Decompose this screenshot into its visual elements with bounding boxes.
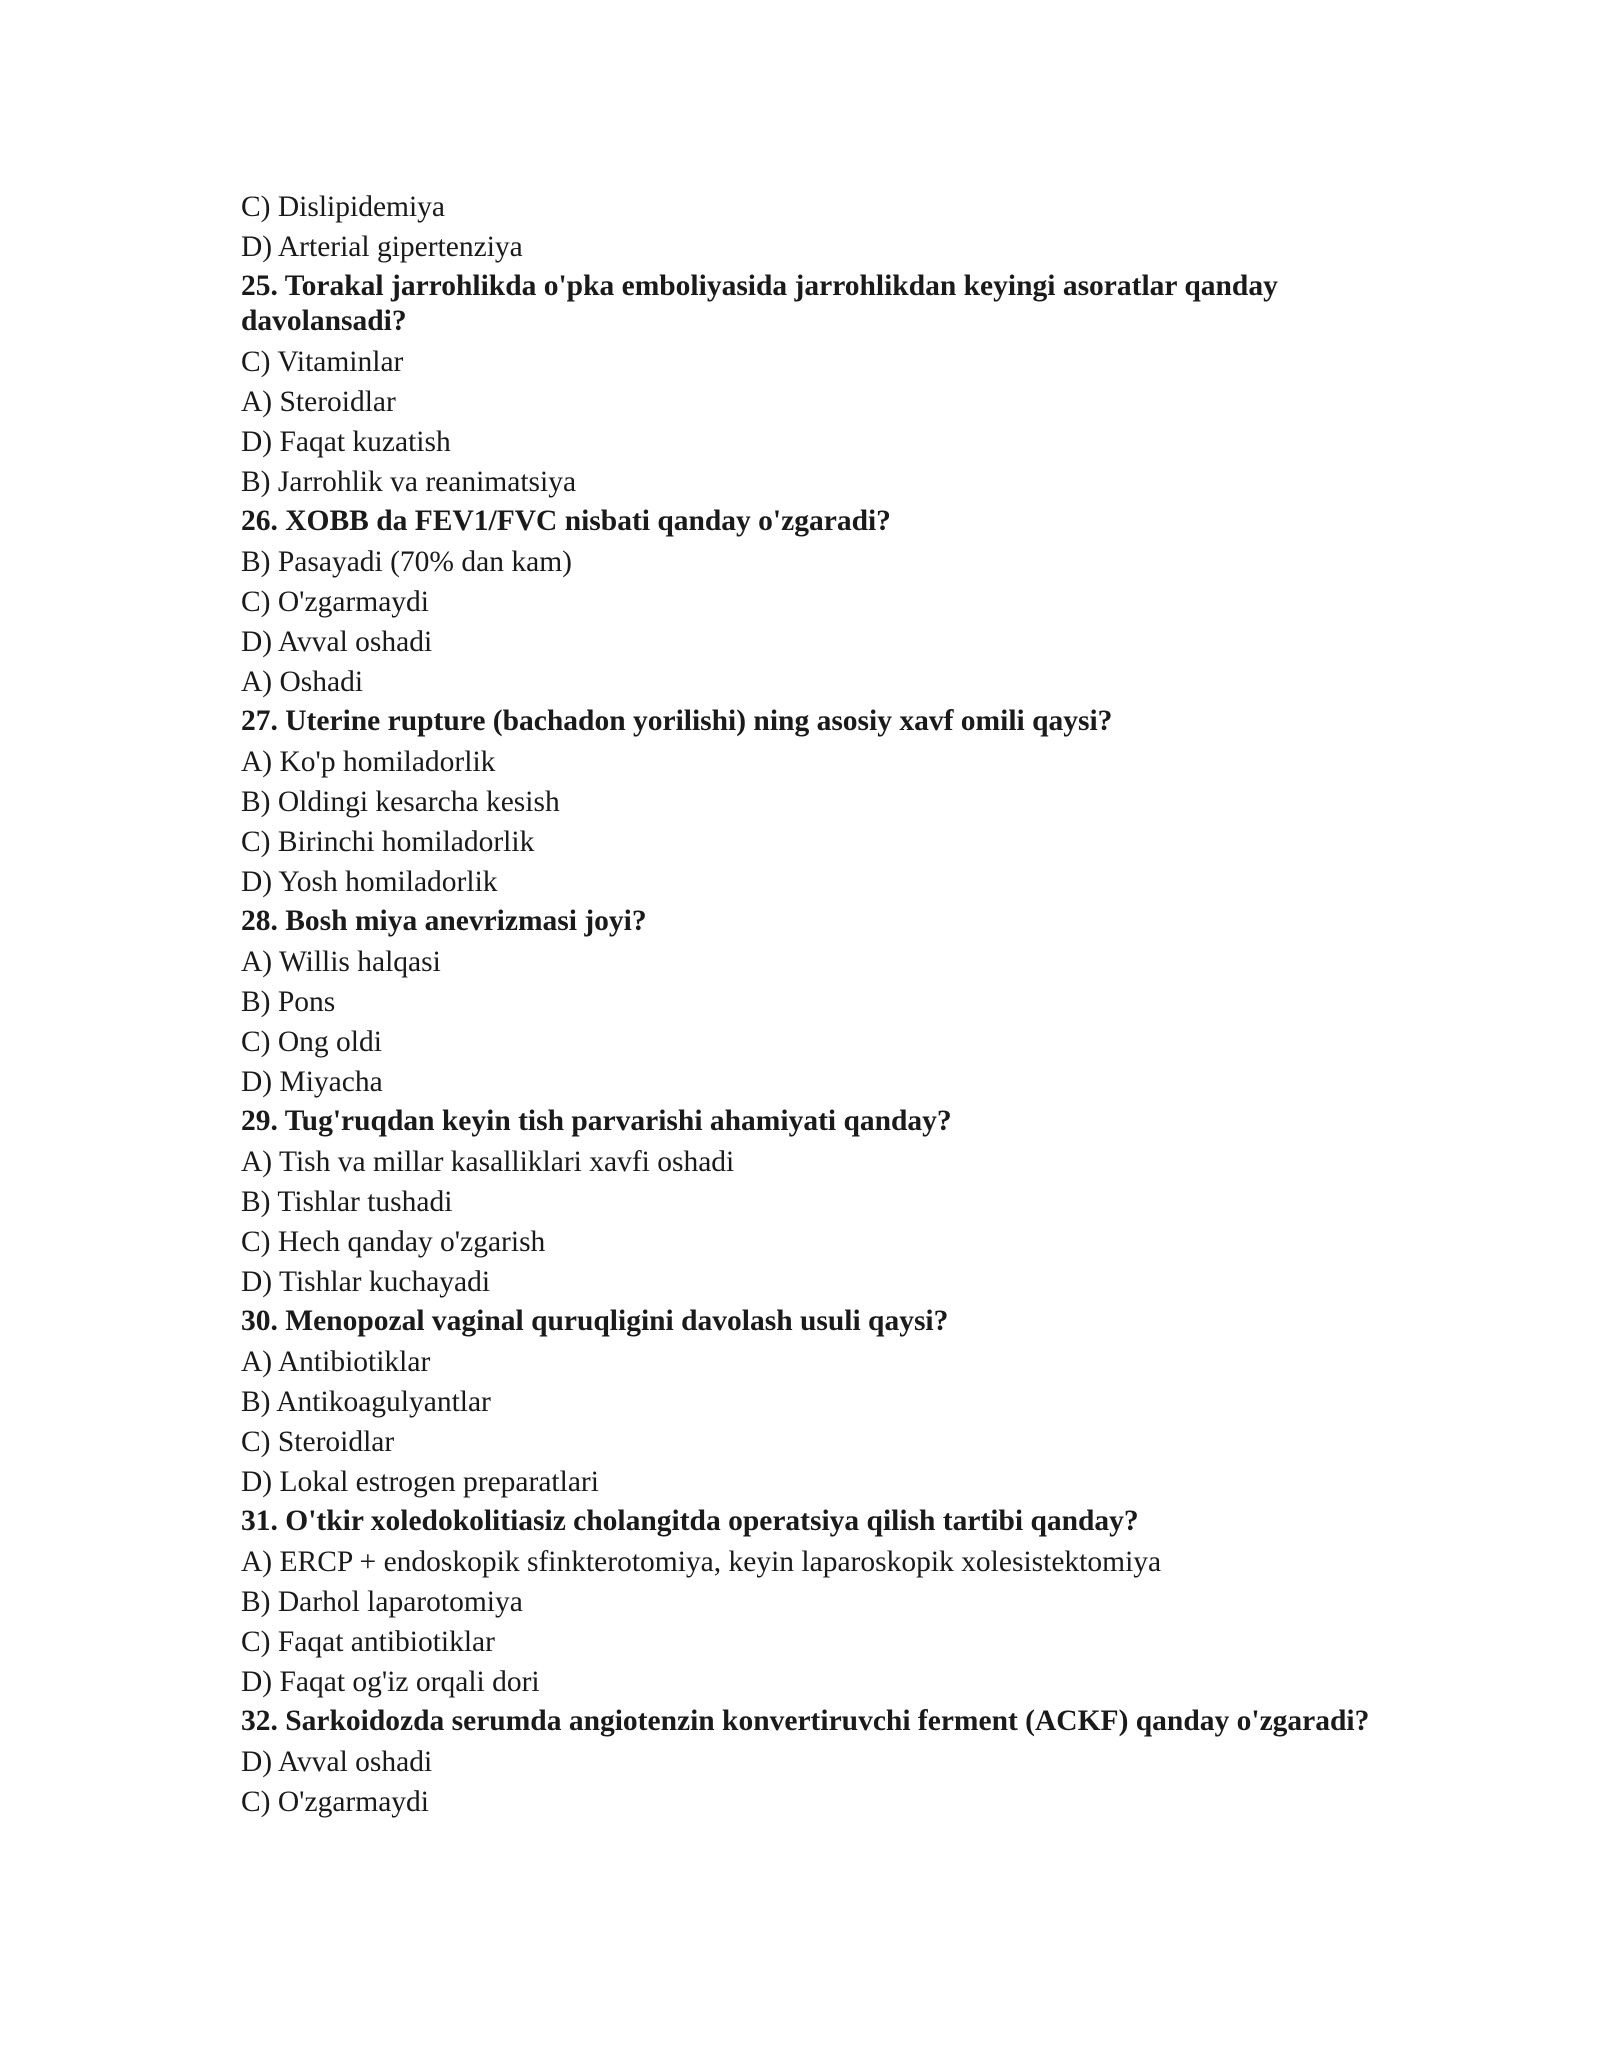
answer-option: A) Antibiotiklar xyxy=(241,1346,431,1378)
answer-option: C) Faqat antibiotiklar xyxy=(241,1626,495,1658)
question-text: 30. Menopozal vaginal quruqligini davolash usuli qaysi? xyxy=(241,1305,949,1337)
answer-option: A) ERCP + endoskopik sfinkterotomiya, keyin laparoskopik xolesistektomiya xyxy=(241,1546,1162,1578)
question-text: 26. XOBB da FEV1/FVC nisbati qanday o'zgaradi? xyxy=(241,505,891,537)
question-text: 28. Bosh miya anevrizmasi joyi? xyxy=(241,905,647,937)
answer-option: C) Ong oldi xyxy=(241,1026,382,1058)
answer-option: B) Pons xyxy=(241,986,336,1018)
question-text: 31. O'tkir xoledokolitiasiz cholangitda operatsiya qilish tartibi qanday? xyxy=(241,1505,1139,1537)
answer-option: C) Vitaminlar xyxy=(241,346,404,378)
quiz-content xyxy=(241,187,1381,1822)
answer-option: C) Birinchi homiladorlik xyxy=(241,826,535,858)
question-text: 29. Tug'ruqdan keyin tish parvarishi ahamiyati qanday? xyxy=(241,1105,952,1137)
answer-option: C) O'zgarmaydi xyxy=(241,1786,429,1818)
answer-option: C) Hech qanday o'zgarish xyxy=(241,1226,546,1258)
answer-option: B) Jarrohlik va reanimatsiya xyxy=(241,466,577,498)
answer-option: D) Lokal estrogen preparatlari xyxy=(241,1466,599,1498)
answer-option: B) Oldingi kesarcha kesish xyxy=(241,786,560,818)
answer-option: A) Ko'p homiladorlik xyxy=(241,746,496,778)
answer-option: B) Tishlar tushadi xyxy=(241,1186,453,1218)
answer-option: D) Faqat kuzatish xyxy=(241,426,451,458)
answer-option: D) Arterial gipertenziya xyxy=(241,231,523,263)
answer-option: B) Pasayadi (70% dan kam) xyxy=(241,546,572,578)
answer-option: A) Steroidlar xyxy=(241,386,396,418)
answer-option: A) Tish va millar kasalliklari xavfi oshadi xyxy=(241,1146,735,1178)
answer-option: C) O'zgarmaydi xyxy=(241,586,429,618)
answer-option: D) Miyacha xyxy=(241,1066,383,1098)
answer-option: C) Dislipidemiya xyxy=(241,191,446,223)
answer-option: D) Faqat og'iz orqali dori xyxy=(241,1666,540,1698)
answer-option: D) Yosh homiladorlik xyxy=(241,866,498,898)
answer-option: B) Antikoagulyantlar xyxy=(241,1386,491,1418)
answer-option: D) Avval oshadi xyxy=(241,626,433,658)
answer-option: D) Tishlar kuchayadi xyxy=(241,1266,491,1298)
answer-option: A) Oshadi xyxy=(241,666,364,698)
answer-option: D) Avval oshadi xyxy=(241,1746,433,1778)
question-text: 27. Uterine rupture (bachadon yorilishi) ning asosiy xavf omili qaysi? xyxy=(241,705,1113,737)
question-text: 25. Torakal jarrohlikda o'pka emboliyasida jarrohlikdan keyingi asoratlar qanday davolansadi? xyxy=(241,270,1278,337)
answer-option: A) Willis halqasi xyxy=(241,946,441,978)
answer-option: C) Steroidlar xyxy=(241,1426,395,1458)
question-text: 32. Sarkoidozda serumda angiotenzin konvertiruvchi ferment (ACKF) qanday o'zgaradi? xyxy=(241,1705,1370,1737)
answer-option: B) Darhol laparotomiya xyxy=(241,1586,523,1618)
